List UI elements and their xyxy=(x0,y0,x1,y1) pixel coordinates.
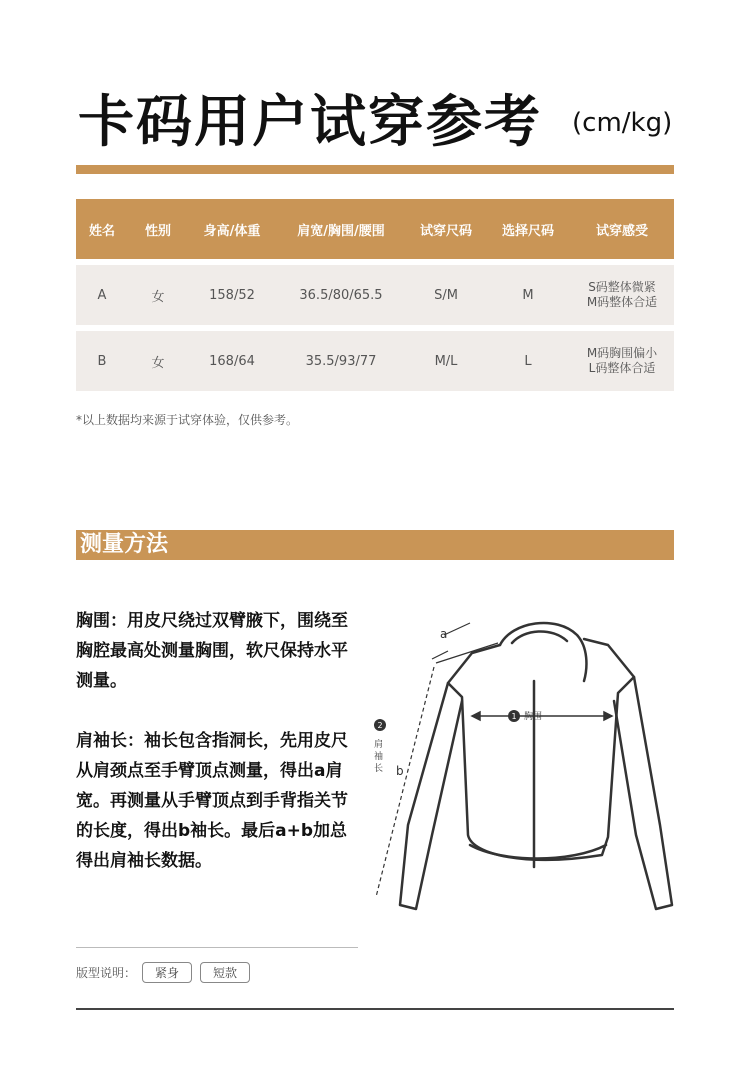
jacket-diagram xyxy=(352,605,682,925)
cell-chosen-size: L xyxy=(524,353,532,369)
table-row xyxy=(76,331,674,391)
marker-1-label: 1 xyxy=(511,712,517,721)
feel-line: M码整体合适 xyxy=(586,295,658,309)
chest-label: 胸围 xyxy=(524,712,543,722)
cell-height-weight: 168/64 xyxy=(209,353,255,369)
bottom-divider xyxy=(76,1008,674,1010)
feel-line: L码整体合适 xyxy=(588,361,656,375)
cell-chosen-size: M xyxy=(522,287,534,303)
right-sleeve xyxy=(614,677,672,909)
header-name: 姓名 xyxy=(88,223,115,239)
fit-tag-short: 短款 xyxy=(200,962,250,983)
header-feel: 试穿感受 xyxy=(595,223,648,239)
title-underline xyxy=(76,165,674,174)
sleeve-label-char: 长 xyxy=(374,764,384,774)
measurement-description xyxy=(76,606,351,906)
cell-height-weight: 158/52 xyxy=(209,287,255,303)
cell-measurements: 35.5/93/77 xyxy=(305,353,377,369)
cell-feel xyxy=(570,346,674,376)
cell-tried-size: S/M xyxy=(434,287,458,303)
cell-gender: 女 xyxy=(151,355,165,371)
fit-description xyxy=(76,962,250,983)
sleeve-method-text: 肩袖长：袖长包含指洞长，先用皮尺从肩颈点至手臂顶点测量，得出a肩宽。再测量从手臂顶点到手背指关节的长度，得出b袖长。最后a+b加总得出肩袖长数据。 xyxy=(76,731,348,871)
disclaimer-note: *以上数据均来源于试穿体验，仅供参考。 xyxy=(76,413,299,427)
header-height-weight: 身高/体重 xyxy=(203,223,261,239)
arrow-head-left xyxy=(472,712,480,720)
hood-inner xyxy=(512,631,567,643)
section-title: 测量方法 xyxy=(80,532,169,557)
cell-gender: 女 xyxy=(151,289,165,305)
label-a: a xyxy=(440,627,448,641)
header-measurements: 肩宽/胸围/腰围 xyxy=(297,223,385,239)
page-title: 卡码用户试穿参考 xyxy=(78,90,542,155)
left-sleeve xyxy=(400,683,462,909)
sleeve-label-char: 袖 xyxy=(374,752,384,762)
unit-label: (cm/kg) xyxy=(572,108,673,138)
feel-line: S码整体微紧 xyxy=(588,280,656,294)
jacket-body xyxy=(448,639,634,860)
header-gender: 性别 xyxy=(144,223,171,239)
dimension-tick xyxy=(432,651,448,659)
cell-name: B xyxy=(97,353,107,369)
chest-method-text: 胸围：用皮尺绕过双臂腋下，围绕至胸腔最高处测量胸围，软尺保持水平测量。 xyxy=(76,611,348,691)
title-area xyxy=(78,78,678,155)
marker-2-label: 2 xyxy=(377,721,383,730)
section-header xyxy=(76,530,674,560)
cell-feel xyxy=(570,280,674,310)
fit-reference-table xyxy=(76,199,674,391)
table-row xyxy=(76,265,674,325)
feel-line: M码胸围偏小 xyxy=(586,346,658,360)
sleeve-label-char: 肩 xyxy=(374,740,384,750)
cell-name: A xyxy=(97,287,107,303)
cell-tried-size: M/L xyxy=(434,353,458,369)
header-chosen-size: 选择尺码 xyxy=(501,223,554,239)
label-b: b xyxy=(396,764,404,778)
fit-label: 版型说明： xyxy=(76,966,137,980)
dimension-a-line xyxy=(444,623,470,635)
arrow-head-right xyxy=(604,712,612,720)
divider xyxy=(76,947,358,948)
cell-measurements: 36.5/80/65.5 xyxy=(299,287,383,303)
table-header xyxy=(76,199,674,259)
fit-tag-tight: 紧身 xyxy=(142,962,192,983)
header-tried-size: 试穿尺码 xyxy=(419,223,472,239)
